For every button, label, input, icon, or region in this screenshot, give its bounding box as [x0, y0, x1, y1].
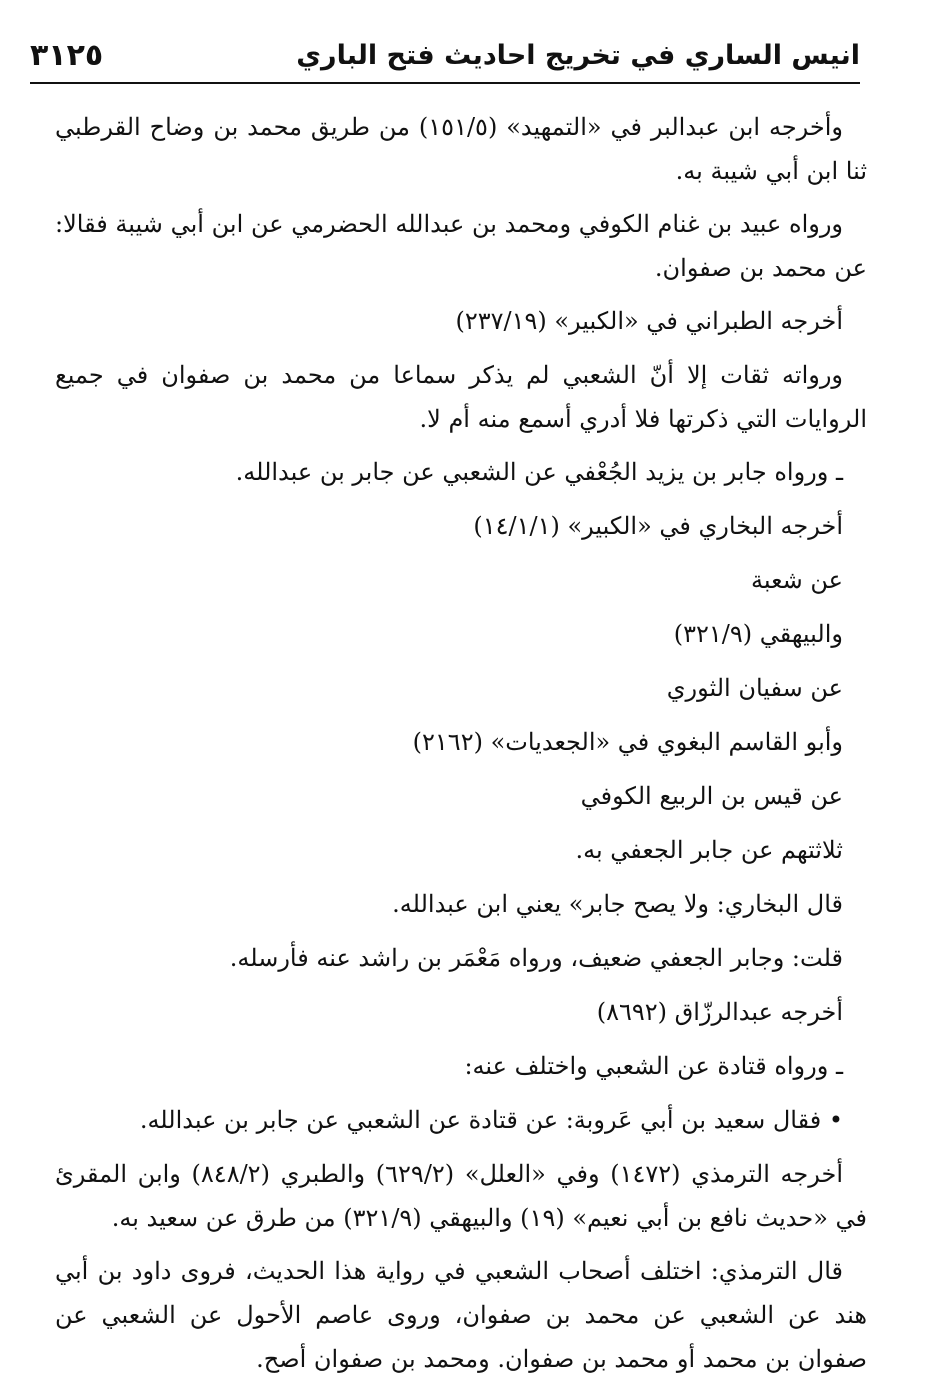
paragraph-11: عن قيس بن الربيع الكوفي [580, 782, 843, 810]
paragraph-16: ـ ورواه قتادة عن الشعبي واختلف عنه: [464, 1052, 843, 1080]
paragraph-18: أخرجه الترمذي (١٤٧٢) وفي «العلل» (٦٢٩/٢) والطبري (٨٤٨/٢) وابن المقرئ في «حديث نافع بن أبي نعيم» (١٩) والبيهقي (٣٢١/٩) من طرق عن سعيد به. [55, 1160, 867, 1232]
paragraph-12: ثلاثتهم عن جابر الجعفي به. [575, 836, 843, 864]
paragraph-6: أخرجه البخاري في «الكبير» (١٤/١/١) [473, 512, 843, 540]
running-title: انيس الساري في تخريج احاديث فتح الباري [296, 40, 860, 71]
paragraph-14: قلت: وجابر الجعفي ضعيف، ورواه مَعْمَر بن راشد عنه فأرسله. [229, 944, 843, 972]
paragraph-9: عن سفيان الثوري [666, 674, 843, 702]
paragraph-17: • فقال سعيد بن أبي عَروبة: عن قتادة عن الشعبي عن جابر بن عبدالله. [139, 1106, 843, 1134]
paragraph-5: ـ ورواه جابر بن يزيد الجُعْفي عن الشعبي عن جابر بن عبدالله. [235, 458, 843, 486]
paragraph-2: ورواه عبيد بن غنام الكوفي ومحمد بن عبدالله الحضرمي عن ابن أبي شيبة فقالا: عن محمد بن صفوان. [55, 210, 867, 282]
paragraph-7: عن شعبة [750, 566, 843, 594]
paragraph-3: أخرجه الطبراني في «الكبير» (٢٣٧/١٩) [455, 307, 843, 335]
paragraph-4: ورواته ثقات إلا أنّ الشعبي لم يذكر سماعا من محمد بن صفوان في جميع الروايات التي ذكرتها فلا أدري أسمع منه أم لا. [55, 361, 867, 433]
paragraph-1: وأخرجه ابن عبدالبر في «التمهيد» (١٥١/٥) من طريق محمد بن وضاح القرطبي ثنا ابن أبي شيبة به. [55, 113, 867, 185]
page-header [30, 38, 860, 84]
paragraph-10: وأبو القاسم البغوي في «الجعديات» (٢١٦٢) [412, 728, 843, 756]
paragraph-13: قال البخاري: ولا يصح جابر» يعني ابن عبدالله. [392, 890, 843, 918]
paragraph-15: أخرجه عبدالرزّاق (٨٦٩٢) [596, 998, 843, 1026]
paragraph-8: والبيهقي (٣٢١/٩) [673, 620, 843, 648]
page-number: ٣١٢٥ [30, 38, 104, 73]
paragraph-19: قال الترمذي: اختلف أصحاب الشعبي في رواية هذا الحديث، فروى داود بن أبي هند عن الشعبي عن محمد بن صفوان، وروى عاصم الأحول عن الشعبي عن صفوان بن محمد أو محمد بن صفوان. ومحمد بن صفوان أصح. [55, 1257, 867, 1373]
page-body [55, 105, 867, 1390]
